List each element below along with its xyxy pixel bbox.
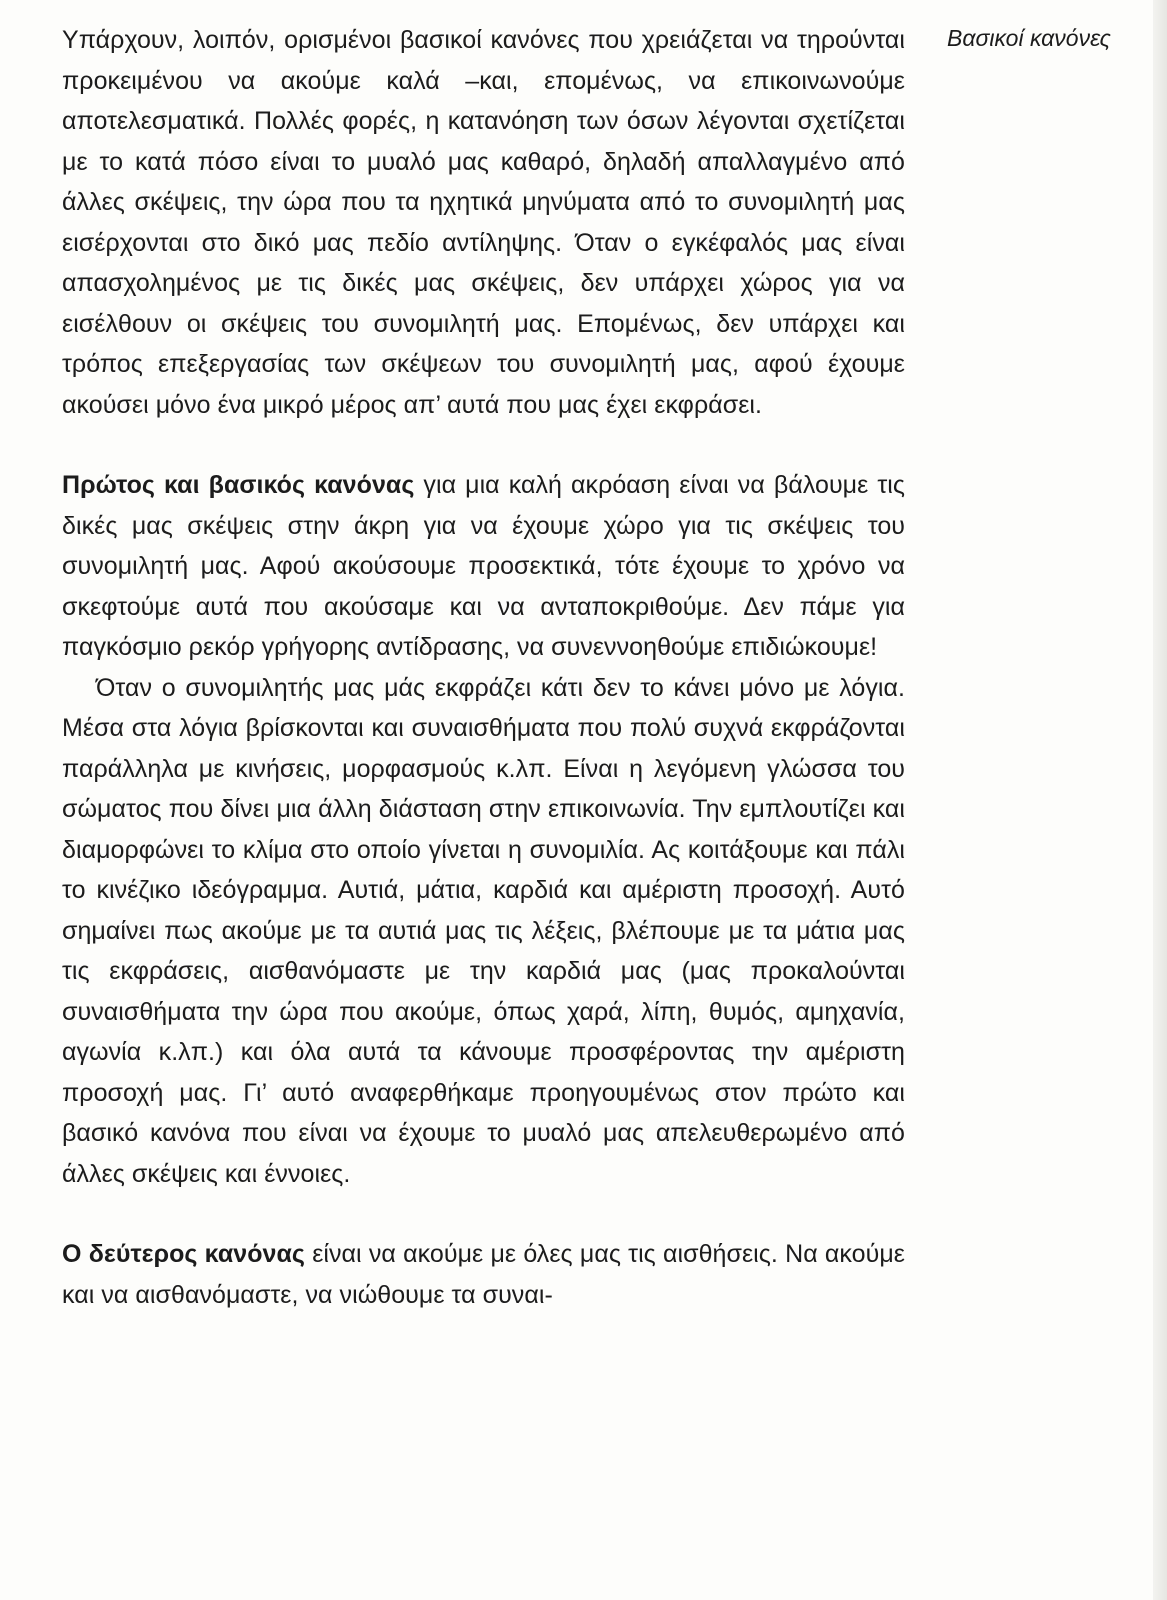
first-rule-heading: Πρώτος και βασικός κανόνας — [62, 471, 415, 499]
second-rule-heading: Ο δεύτερος κανόνας — [62, 1240, 305, 1268]
page-edge — [1153, 0, 1167, 1600]
paragraph-second-rule — [62, 1234, 905, 1315]
paragraph-intro: Υπάρχουν, λοιπόν, ορισμένοι βασικοί κανόνες που χρειάζεται να τηρούνται προκειμένου να ακούμε καλά –και, επομένως, να επικοινωνούμε αποτελεσματικά. Πολλές φορές, η κατανόηση των όσων λέγονται σχετίζεται με το κατά πόσο είναι το μυαλό μας καθαρό, δηλαδή απαλλαγμένο από άλλες σκέψεις, την ώρα που τα ηχητικά μηνύματα από το συνομιλητή μας εισέρχονται στο δικό μας πεδίο αντίληψης. Όταν ο εγκέφαλός μας είναι απασχολημένος με τις δικές μας σκέψεις, δεν υπάρχει χώρος για να εισέλθουν οι σκέψεις του συνομιλητή μας. Επομένως, δεν υπάρχει και τρόπος επεξεργασίας των σκέψεων του συνομιλητή μας, αφού έχουμε ακούσει μόνο ένα μικρό μέρος απ’ αυτά που μας έχει εκφράσει. — [62, 26, 905, 419]
paragraph-body-language: Όταν ο συνομιλητής μας μάς εκφράζει κάτι δεν το κάνει μόνο με λόγια. Μέσα στα λόγια βρίσκονται και συναισθήματα που πολύ συχνά εκφράζονται παράλληλα με κινήσεις, μορφασμούς κ.λπ. Είναι η λεγόμενη γλώσσα του σώματος που δίνει μια άλλη διάσταση στην επικοινωνία. Την εμπλουτίζει και διαμορφώνει το κλίμα στο οποίο γίνεται η συνομιλία. Ας κοιτάξουμε και πάλι το κινέζικο ιδεόγραμμα. Αυτιά, μάτια, καρδιά και αμέριστη προσοχή. Αυτό σημαίνει πως ακούμε με τα αυτιά μας τις λέξεις, βλέπουμε με τα μάτια μας τις εκφράσεις, αισθανόμαστε με την καρδιά μας (μας προκαλούνται συναισθήματα την ώρα που ακούμε, όπως χαρά, λίπη, θυμός, αμηχανία, αγωνία κ.λπ.) και όλα αυτά τα κάνουμε προσφέροντας την αμέριστη προσοχή μας. Γι’ αυτό αναφερθήκαμε προηγουμένως στον πρώτο και βασικό κανόνα που είναι να έχουμε το μυαλό μας απελευθερωμένο από άλλες σκέψεις και έννοιες. — [62, 673, 905, 1188]
main-text — [62, 20, 905, 1315]
second-rule-text: είναι να ακούμε με όλες μας τις αισθήσεις. Να ακούμε και να αισθανόμαστε, να νιώθουμε τα συναι- — [62, 1240, 905, 1309]
margin-note: Βασικοί κανόνες — [947, 25, 1111, 51]
first-rule-text: για μια καλή ακρόαση είναι να βάλουμε τις δικές μας σκέψεις στην άκρη για να έχουμε χώρο για τις σκέψεις του συνομιλητή μας. Αφού ακούσουμε προσεκτικά, τότε έχουμε το χρόνο να σκεφτούμε αυτά που ακούσαμε και να ανταποκριθούμε. Δεν πάμε για παγκόσμιο ρεκόρ γρήγορης αντίδρασης, να συνεννοηθούμε επιδιώκουμε! — [62, 471, 905, 661]
paragraph-first-rule — [62, 465, 905, 668]
